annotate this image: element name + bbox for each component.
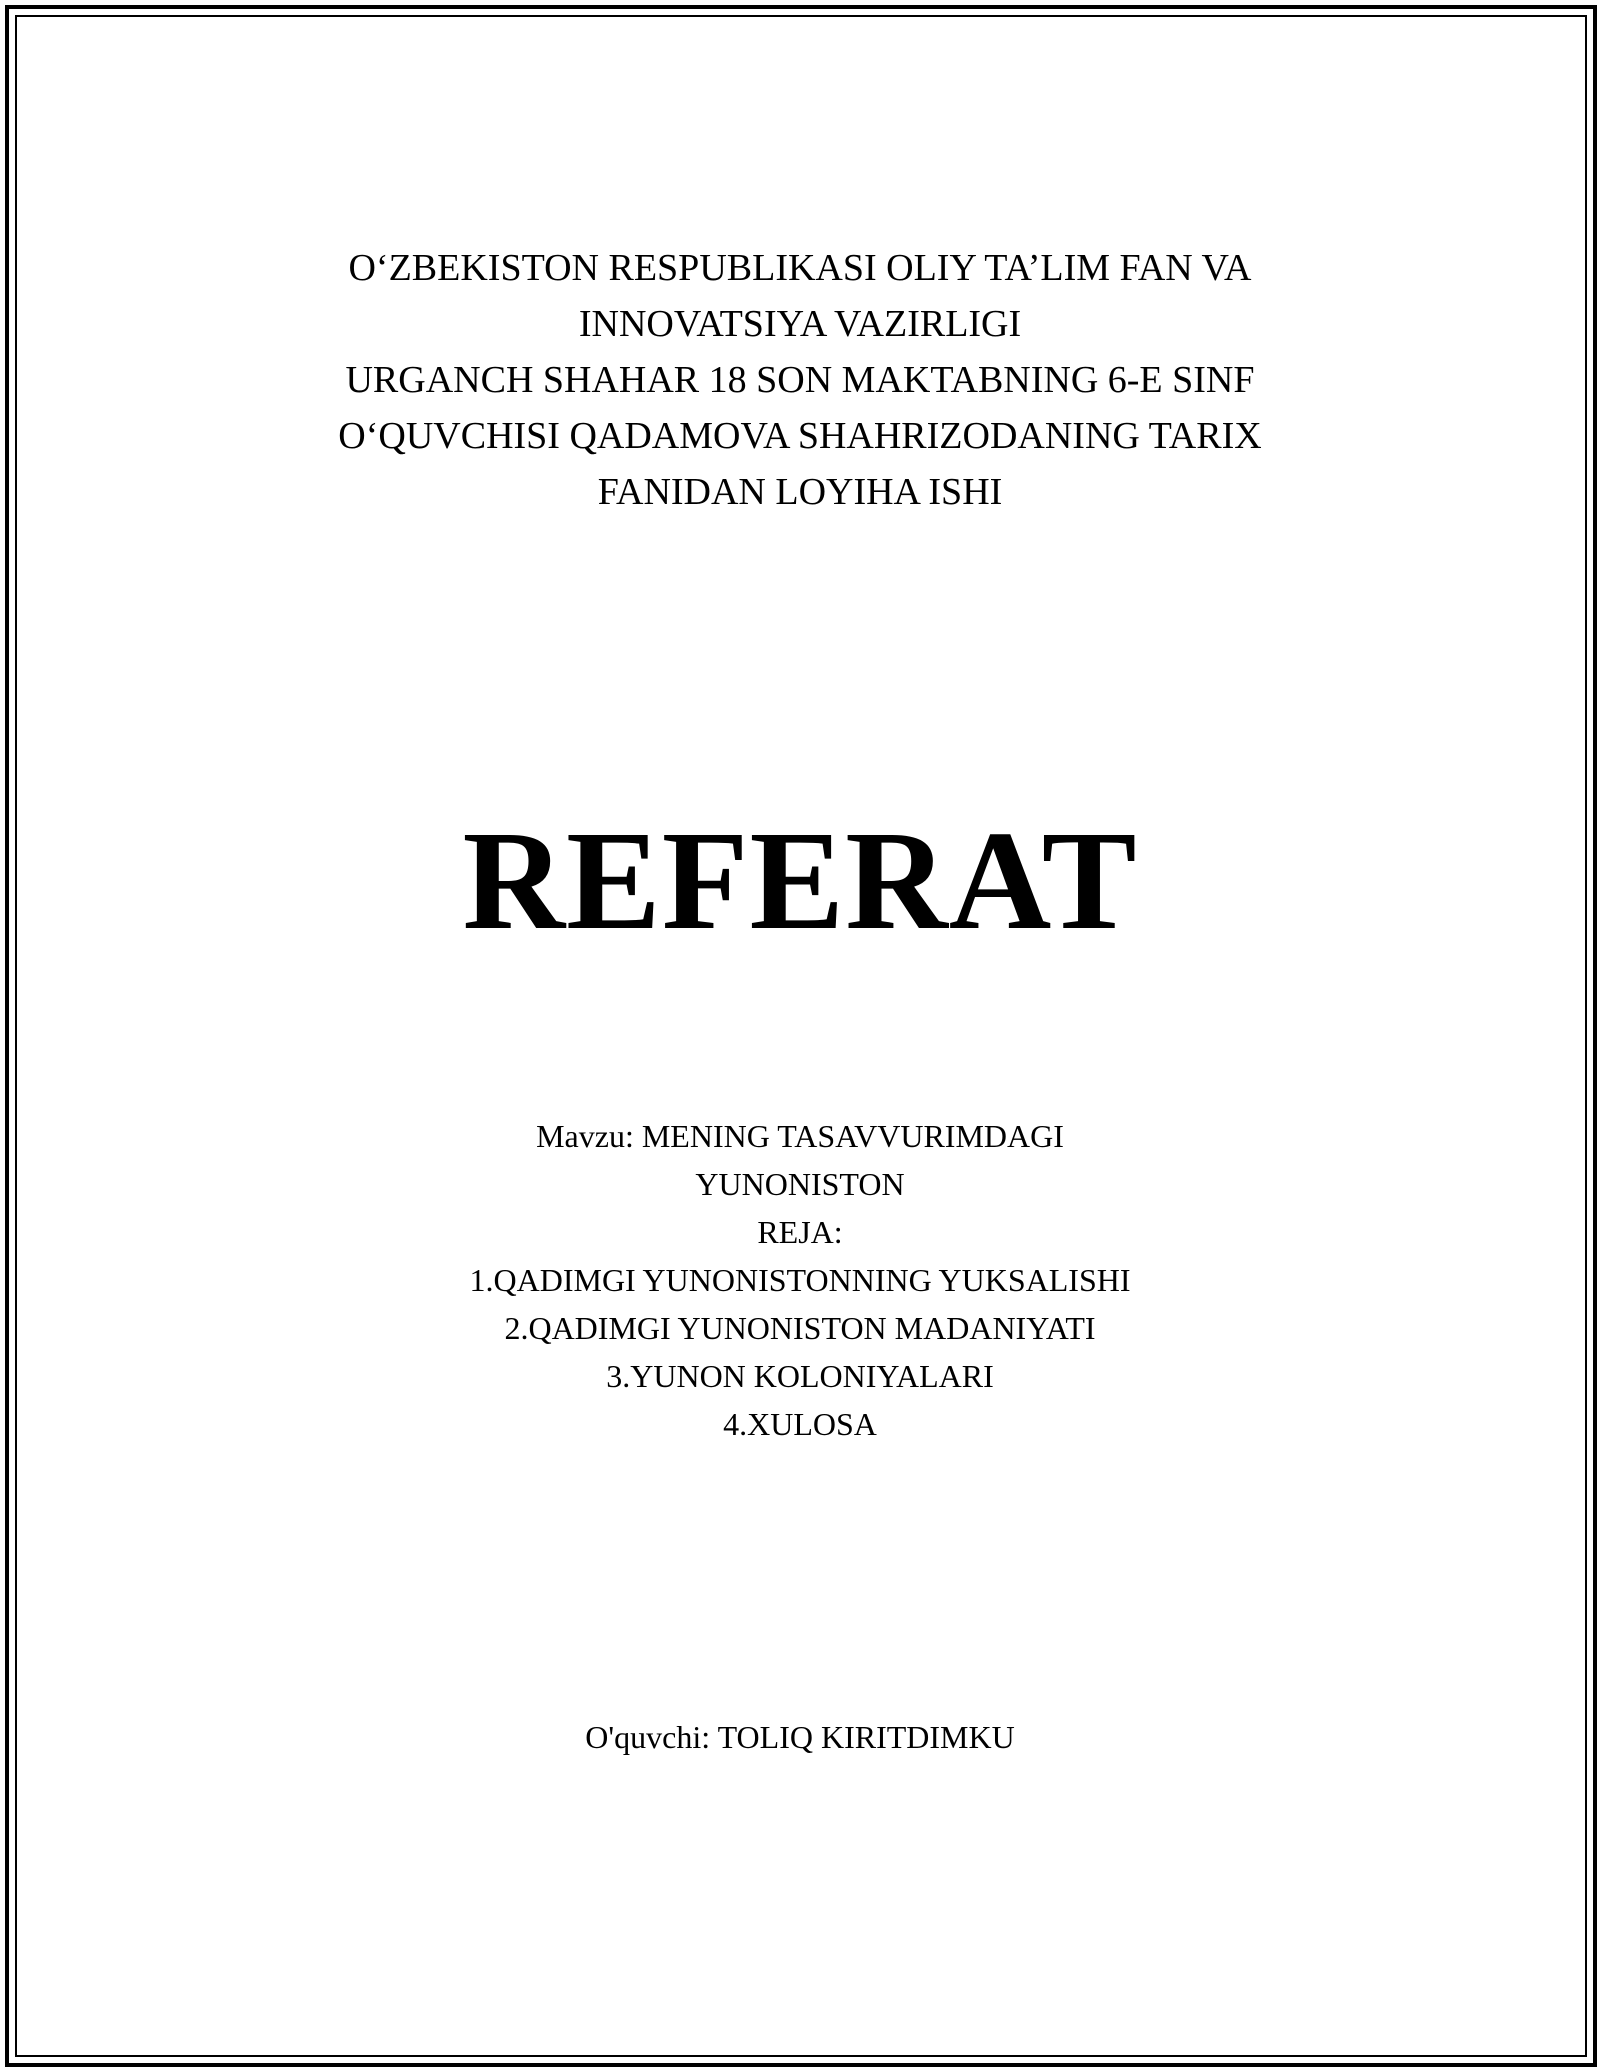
topic-section <box>0 1112 1600 1448</box>
header-line: URGANCH SHAHAR 18 SON MAKTABNING 6-E SINF <box>345 359 1255 401</box>
header-line: O‘QUVCHISI QADAMOVA SHAHRIZODANING TARIX <box>338 415 1262 457</box>
header-line: FANIDAN LOYIHA ISHI <box>597 471 1003 513</box>
document-title: REFERAT <box>462 801 1138 959</box>
plan-heading: REJA: <box>757 1214 843 1250</box>
plan-item: 4.XULOSA <box>723 1406 877 1442</box>
topic-label: Mavzu: MENING TASAVVURIMDAGI <box>536 1118 1064 1154</box>
header-line: INNOVATSIYA VAZIRLIGI <box>578 303 1022 345</box>
student-line: O'quvchi: TOLIQ KIRITDIMKU <box>585 1719 1015 1755</box>
topic-label-cont: YUNONISTON <box>695 1166 905 1202</box>
document-header <box>0 240 1600 520</box>
plan-item: 1.QADIMGI YUNONISTONNING YUKSALISHI <box>469 1262 1131 1298</box>
header-line: O‘ZBEKISTON RESPUBLIKASI OLIY TA’LIM FAN VA <box>348 247 1252 289</box>
plan-item: 2.QADIMGI YUNONISTON MADANIYATI <box>504 1310 1096 1346</box>
plan-item: 3.YUNON KOLONIYALARI <box>606 1358 994 1394</box>
